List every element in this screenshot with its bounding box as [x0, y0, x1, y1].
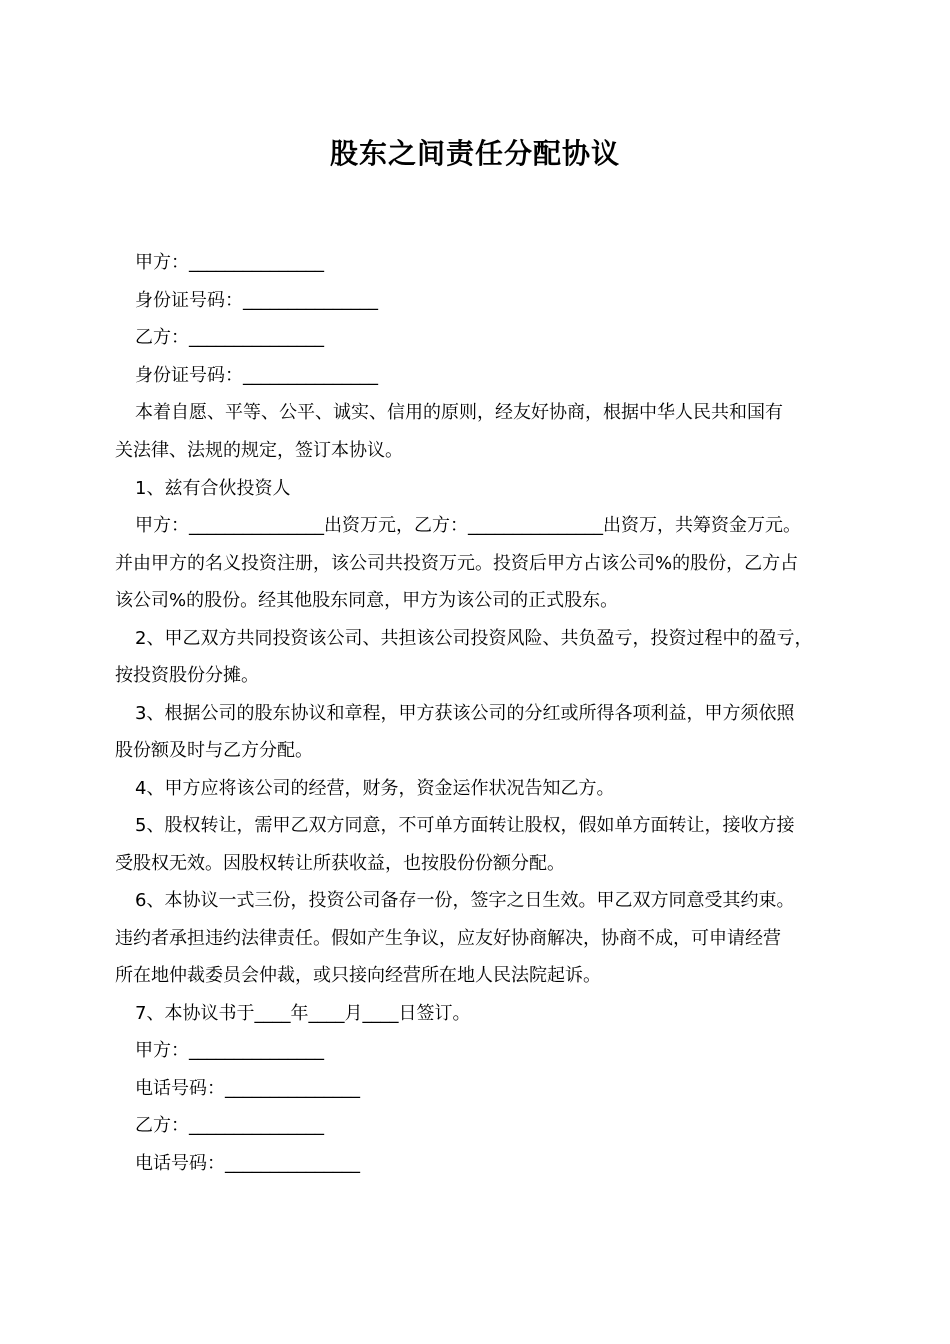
clause-3-line-2: 股份额及时与乙方分配。 [115, 740, 313, 761]
clause-4-line-1: 4、甲方应将该公司的经营，财务，资金运作状况告知乙方。 [135, 778, 615, 799]
preamble-line-1: 本着自愿、平等、公平、诚实、信用的原则，经友好协商，根据中华人民共和国有 [135, 402, 783, 423]
party-b-name-line: 乙方：_______________ [135, 327, 324, 348]
clause-6-line-3: 所在地仲裁委员会仲裁，或只接向经营所在地人民法院起诉。 [115, 965, 601, 986]
party-a-name-line: 甲方：_______________ [135, 252, 324, 273]
clause-6-line-2: 违约者承担违约法律责任。假如产生争议，应友好协商解决，协商不成，可申请经营 [115, 928, 781, 949]
clause-1-heading: 1、兹有合伙投资人 [135, 478, 291, 499]
preamble-line-2: 关法律、法规的规定，签订本协议。 [115, 440, 403, 461]
clause-2-line-2: 按投资股份分摊。 [115, 665, 259, 686]
clause-1-line-3: 该公司%的股份。经其他股东同意，甲方为该公司的正式股东。 [115, 590, 619, 611]
signature-party-b-phone-line: 电话号码：_______________ [135, 1153, 360, 1174]
clause-3-line-1: 3、根据公司的股东协议和章程，甲方获该公司的分红或所得各项利益，甲方须依照 [135, 703, 795, 724]
document-title: 股东之间责任分配协议 [329, 137, 620, 170]
clause-6-line-1: 6、本协议一式三份，投资公司备存一份，签字之日生效。甲乙双方同意受其约束。 [135, 890, 795, 911]
clause-7-line-1: 7、本协议书于____年____月____日签订。 [135, 1003, 471, 1024]
signature-party-b-line: 乙方：_______________ [135, 1115, 324, 1136]
clause-5-line-1: 5、股权转让，需甲乙双方同意，不可单方面转让股权，假如单方面转让，接收方接 [135, 815, 795, 836]
clause-1-line-1: 甲方：_______________出资万元，乙方：_______________出资万，共筹资金万元。 [135, 515, 801, 536]
party-a-id-line: 身份证号码：_______________ [135, 290, 378, 311]
signature-party-a-phone-line: 电话号码：_______________ [135, 1078, 360, 1099]
clause-5-line-2: 受股权无效。因股权转让所获收益，也按股份份额分配。 [115, 853, 565, 874]
clause-1-line-2: 并由甲方的名义投资注册，该公司共投资万元。投资后甲方占该公司%的股份，乙方占 [115, 553, 799, 574]
clause-2-line-1: 2、甲乙双方共同投资该公司、共担该公司投资风险、共负盈亏，投资过程中的盈亏， [135, 628, 813, 649]
party-b-id-line: 身份证号码：_______________ [135, 365, 378, 386]
signature-party-a-line: 甲方：_______________ [135, 1040, 324, 1061]
